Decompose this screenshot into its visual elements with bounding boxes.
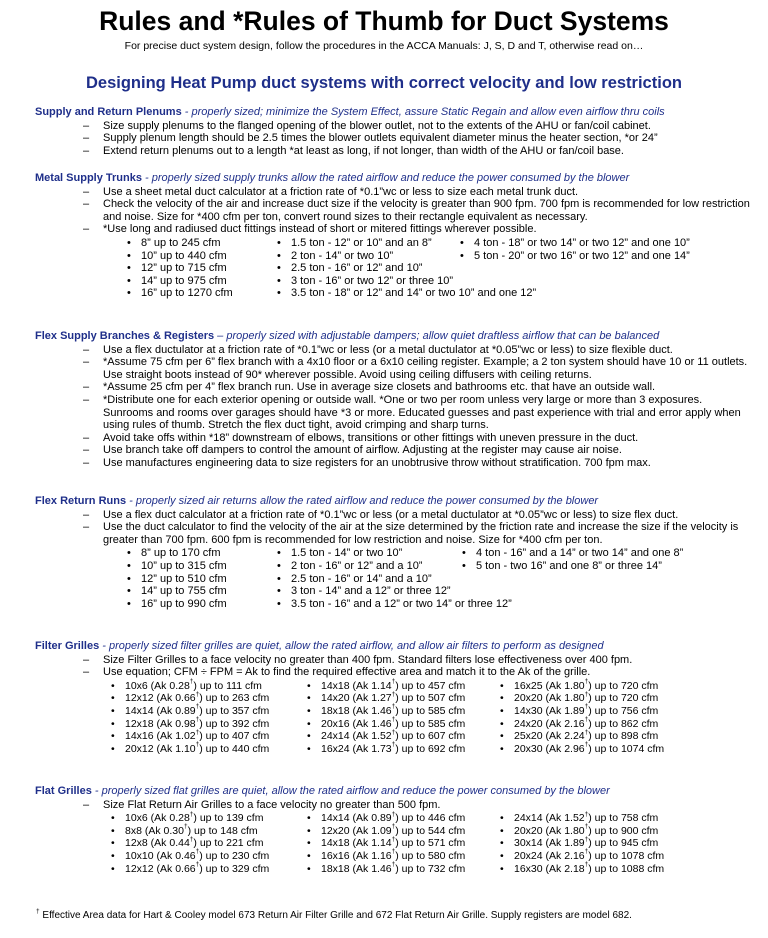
flex-supply-desc: – properly sized with adjustable dampers; allow quiet draftless airflow that can be balanced xyxy=(214,330,660,342)
page-subtitle: For precise duct system design, follow the procedures in the ACCA Manuals: J, S, D and T, otherwise read on… xyxy=(124,40,644,52)
list-item: • 14x14 (Ak 0.89†) up to 446 cfm xyxy=(321,812,514,825)
trunks-col-tons-large xyxy=(474,237,734,300)
list-item: • 16” up to 1270 cfm xyxy=(141,287,291,300)
footnote: † Effective Area data for Hart & Cooley model 673 Return Air Filter Grille and 672 Flat Return Air Grille. Supply registers are model 682. xyxy=(36,907,632,921)
filter-grilles-list xyxy=(35,654,755,679)
list-item: • 8” up to 245 cfm xyxy=(141,237,291,250)
list-item: • 12x18 (Ak 0.98†) up to 392 cfm xyxy=(125,718,321,731)
list-item: – Check the velocity of the air and increase duct size if the velocity is greater than 900 fpm. 700 fpm is recommended for low restriction and noise. Size for *400 cfm per ton, convert round sizes to their rectangle equivalent as necessary. xyxy=(103,198,755,223)
flex-supply-title: Flex Supply Branches & Registers xyxy=(35,330,215,342)
list-item: – Use the duct calculator to find the velocity of the air at the size determined by the friction rate and increase the size if the velocity is greater than 700 fpm. 600 fpm is recommended for low restriction and noise. Size for *400 cfm per ton. xyxy=(103,521,755,546)
flex-return-col-tons xyxy=(291,547,512,610)
list-item: • 3.5 ton - 16” and a 12” or two 14” or three 12” xyxy=(291,598,476,611)
list-item: – Use a sheet metal duct calculator at a friction rate of *0.1”wc or less to size each metal trunk duct. xyxy=(103,186,755,199)
filter-col-1 xyxy=(125,680,321,756)
list-item: • 14x14 (Ak 0.89†) up to 357 cfm xyxy=(125,705,321,718)
list-item: • 12” up to 715 cfm xyxy=(141,262,291,275)
flat-grilles-columns xyxy=(35,812,755,875)
list-item: – Use branch take off dampers to control the amount of airflow. Adjusting at the register may cause air noise. xyxy=(103,444,755,457)
list-item: • 2.5 ton - 16” or 14” and a 10” xyxy=(291,573,476,586)
flat-grilles-title: Flat Grilles xyxy=(35,785,92,797)
filter-col-3 xyxy=(514,680,724,756)
list-item: – Use a flex ductulator at a friction rate of *0.1”wc or less (or a metal ductulator at *0.05”wc or less) to size flexible duct. xyxy=(103,344,755,357)
list-item: • 14” up to 755 cfm xyxy=(141,585,291,598)
trunks-columns xyxy=(35,237,755,300)
list-item: • 12” up to 510 cfm xyxy=(141,573,291,586)
list-item: • 10x6 (Ak 0.28†) up to 139 cfm xyxy=(125,812,321,825)
list-item: • 14x20 (Ak 1.27†) up to 507 cfm xyxy=(321,692,514,705)
list-item: • 3 ton - 14” and a 12” or three 12” xyxy=(291,585,476,598)
list-item: • 3 ton - 16” or two 12” or three 10” xyxy=(291,275,474,288)
list-item: • 1.5 ton - 12” or 10” and an 8” xyxy=(291,237,474,250)
flat-col-1 xyxy=(125,812,321,875)
plenums-desc: - properly sized; minimize the System Effect, assure Static Regain and allow even airflow thru coils xyxy=(181,106,665,118)
list-item: • 30x14 (Ak 1.89†) up to 945 cfm xyxy=(514,837,724,850)
list-item: • 10x10 (Ak 0.46†) up to 230 cfm xyxy=(125,850,321,863)
list-item: • 24x14 (Ak 1.52†) up to 758 cfm xyxy=(514,812,724,825)
list-item: • 8x8 (Ak 0.30†) up to 148 cfm xyxy=(125,825,321,838)
list-item: • 5 ton - 20” or two 16” or two 12” and one 14” xyxy=(474,250,734,263)
list-item: • 2.5 ton - 16” or 12” and 10” xyxy=(291,262,474,275)
list-item: • 14x18 (Ak 1.14†) up to 457 cfm xyxy=(321,680,514,693)
list-item: • 20x24 (Ak 2.16†) up to 1078 cfm xyxy=(514,850,724,863)
flat-col-3 xyxy=(514,812,724,875)
list-item: • 16” up to 990 cfm xyxy=(141,598,291,611)
list-item: • 1.5 ton - 14” or two 10” xyxy=(291,547,476,560)
trunks-desc: - properly sized supply trunks allow the rated airflow and reduce the power consumed by the blower xyxy=(141,172,630,184)
list-item: – Size Flat Return Air Grilles to a face velocity no greater than 500 fpm. xyxy=(103,799,755,812)
list-item: – Size supply plenums to the flanged opening of the blower outlet, not to the extents of the AHU or fan/coil cabinet. xyxy=(103,120,755,133)
filter-grilles-desc: - properly sized filter grilles are quiet, allow the rated airflow, and allow air filters to perform as designed xyxy=(99,640,604,652)
list-item: • 4 ton - 18” or two 14” or two 12” and one 10” xyxy=(474,237,734,250)
flex-return-col-sizes xyxy=(141,547,291,610)
list-item: • 20x20 (Ak 1.80†) up to 720 cfm xyxy=(514,692,724,705)
plenums-section xyxy=(35,106,755,157)
list-item: • 16x25 (Ak 1.80†) up to 720 cfm xyxy=(514,680,724,693)
list-item: • 10” up to 315 cfm xyxy=(141,560,291,573)
list-item: • 2 ton - 16” or 12” and a 10” xyxy=(291,560,476,573)
list-item: • 25x20 (Ak 2.24†) up to 898 cfm xyxy=(514,730,724,743)
list-item: – *Assume 75 cfm per 6” flex branch with a 4x10 floor or a 6x10 ceiling register. Example; a 2 ton system should have 10 or 11 outlets. Use straight boots instead of 90* wherever possible. Avoid using ceiling diffusers with ceiling returns. xyxy=(103,356,755,381)
flat-col-2 xyxy=(321,812,514,875)
plenums-title: Supply and Return Plenums xyxy=(35,106,182,118)
flex-return-title: Flex Return Runs xyxy=(35,495,127,507)
plenums-list xyxy=(35,120,755,158)
list-item: – *Assume 25 cfm per 4” flex branch run. Use in average size closets and bathrooms etc. that have an outside wall. xyxy=(103,381,755,394)
list-item: • 16x24 (Ak 1.73†) up to 692 cfm xyxy=(321,743,514,756)
filter-grilles-section xyxy=(35,640,755,755)
trunks-list xyxy=(35,186,755,236)
list-item: • 14x16 (Ak 1.02†) up to 407 cfm xyxy=(125,730,321,743)
flex-return-section xyxy=(35,495,755,610)
list-item: • 3.5 ton - 18” or 12” and 14” or two 10” and one 12” xyxy=(291,287,474,300)
flex-return-col-tons-large xyxy=(476,547,736,610)
list-item: – Extend return plenums out to a length *at least as long, if not longer, than width of the AHU or fan/coil base. xyxy=(103,145,755,158)
flex-return-list xyxy=(35,509,755,547)
filter-grilles-columns xyxy=(35,680,755,756)
filter-col-2 xyxy=(321,680,514,756)
list-item: • 14x30 (Ak 1.89†) up to 756 cfm xyxy=(514,705,724,718)
list-item: • 4 ton - 16” and a 14” or two 14” and one 8” xyxy=(476,547,736,560)
list-item: • 5 ton - two 16” and one 8” or three 14” xyxy=(476,560,736,573)
flat-grilles-section xyxy=(35,785,755,875)
list-item: • 24x20 (Ak 2.16†) up to 862 cfm xyxy=(514,718,724,731)
trunks-section xyxy=(35,172,755,300)
list-item: – Supply plenum length should be 2.5 times the blower outlets equivalent diameter minus the heater section, *or 24” xyxy=(103,132,755,145)
list-item: – Use manufactures engineering data to size registers for an unobtrusive throw without stratification. 700 fpm max. xyxy=(103,457,755,470)
list-item: • 12x12 (Ak 0.66†) up to 263 cfm xyxy=(125,692,321,705)
trunks-title: Metal Supply Trunks xyxy=(35,172,142,184)
list-item: • 14x18 (Ak 1.14†) up to 571 cfm xyxy=(321,837,514,850)
list-item: • 16x16 (Ak 1.16†) up to 580 cfm xyxy=(321,850,514,863)
list-item: • 10” up to 440 cfm xyxy=(141,250,291,263)
list-item: • 12x12 (Ak 0.66†) up to 329 cfm xyxy=(125,863,321,876)
list-item: • 12x20 (Ak 1.09†) up to 544 cfm xyxy=(321,825,514,838)
list-item: • 24x14 (Ak 1.52†) up to 607 cfm xyxy=(321,730,514,743)
list-item: • 18x18 (Ak 1.46†) up to 585 cfm xyxy=(321,705,514,718)
list-item: • 14” up to 975 cfm xyxy=(141,275,291,288)
trunks-col-tons xyxy=(291,236,537,300)
list-item: • 20x16 (Ak 1.46†) up to 585 cfm xyxy=(321,718,514,731)
flex-supply-section xyxy=(35,330,755,470)
list-item: • 12x8 (Ak 0.44†) up to 221 cfm xyxy=(125,837,321,850)
list-item: – Avoid take offs within *18” downstream of elbows, transitions or other fittings with uneven pressure in the duct. xyxy=(103,432,755,445)
flat-grilles-desc: - properly sized flat grilles are quiet, allow the rated airflow and reduce the power consumed by the blower xyxy=(91,785,610,797)
list-item: • 16x30 (Ak 2.18†) up to 1088 cfm xyxy=(514,863,724,876)
flex-return-desc: - properly sized air returns allow the rated airflow and reduce the power consumed by the blower xyxy=(126,495,599,507)
trunks-col-sizes xyxy=(141,237,291,300)
flex-return-columns xyxy=(35,547,755,610)
list-item: – *Use long and radiused duct fittings instead of short or mitered fittings wherever possible. xyxy=(103,223,755,236)
flex-supply-list xyxy=(35,344,755,470)
list-item: • 8” up to 170 cfm xyxy=(141,547,291,560)
list-item: • 2 ton - 14” or two 10” xyxy=(291,250,474,263)
list-item: – Use a flex duct calculator at a friction rate of *0.1”wc or less (or a metal ductulator at *0.05”wc or less) to size flex duct. xyxy=(103,509,755,522)
list-item: • 20x20 (Ak 1.80†) up to 900 cfm xyxy=(514,825,724,838)
list-item: – *Distribute one for each exterior opening or outside wall. *One or two per room unless very large or more than 3 exposures. Sunrooms and rooms over garages should have *3 or more. Educated guesses and past experience with trial and error apply when using rules of thumb. Stretch the flex duct tight, avoid crimping and sharp turns. xyxy=(103,394,755,432)
section-heading: Designing Heat Pump duct systems with correct velocity and low restriction xyxy=(86,74,682,92)
list-item: • 18x18 (Ak 1.46†) up to 732 cfm xyxy=(321,863,514,876)
filter-grilles-title: Filter Grilles xyxy=(35,640,100,652)
list-item: • 20x30 (Ak 2.96†) up to 1074 cfm xyxy=(514,743,724,756)
list-item: • 10x6 (Ak 0.28†) up to 111 cfm xyxy=(125,680,321,693)
flat-grilles-list xyxy=(35,799,755,812)
list-item: – Size Filter Grilles to a face velocity no greater than 400 fpm. Standard filters lose effectiveness over 400 fpm. xyxy=(103,654,755,667)
list-item: • 20x12 (Ak 1.10†) up to 440 cfm xyxy=(125,743,321,756)
page-title: Rules and *Rules of Thumb for Duct Systems xyxy=(99,6,669,36)
list-item: – Use equation; CFM ÷ FPM = Ak to find the required effective area and match it to the Ak of the grille. xyxy=(103,666,755,679)
